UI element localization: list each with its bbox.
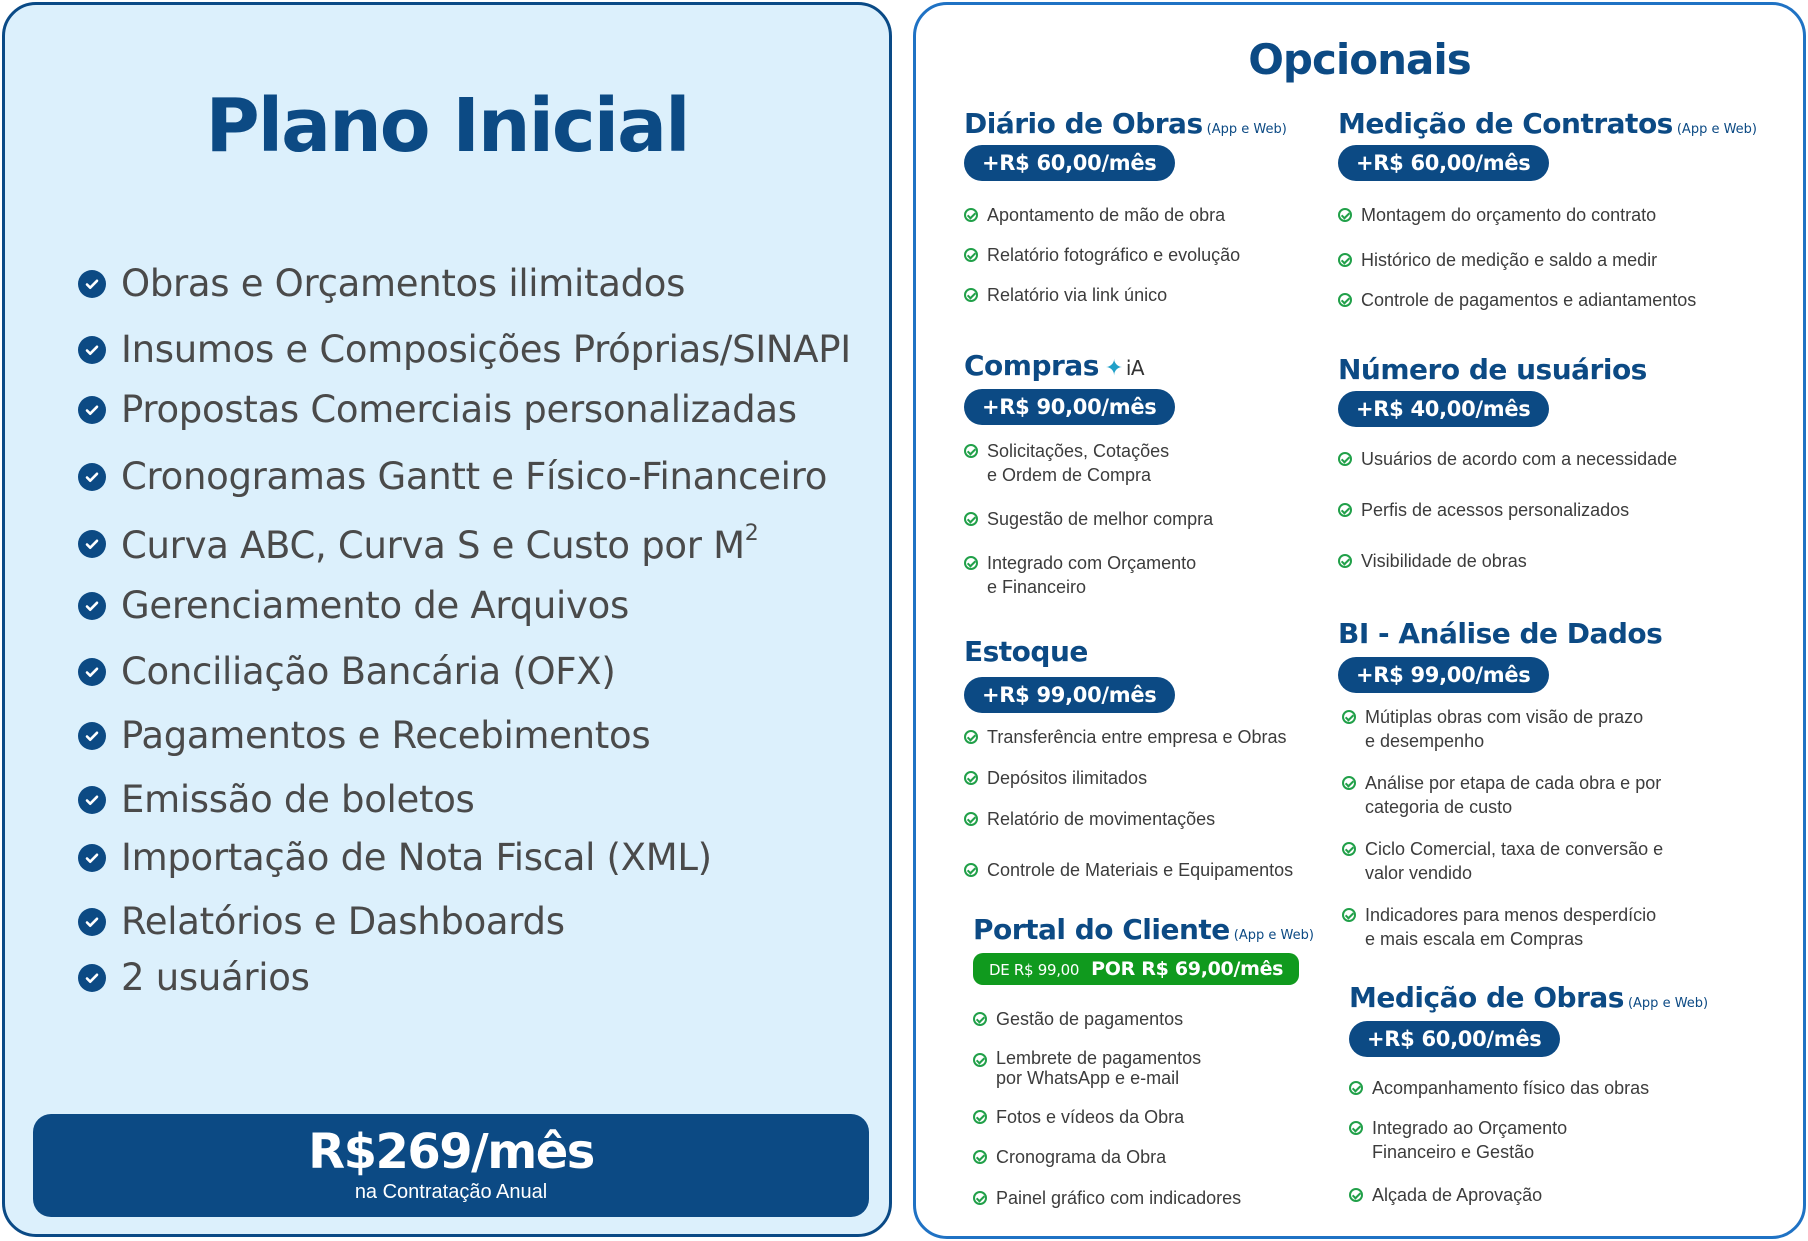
check-circle-icon xyxy=(964,556,978,570)
sparkle-icon: ✦ xyxy=(1104,356,1123,381)
plan-card xyxy=(2,2,892,1237)
item-text: Indicadores para menos desperdício e mais escala em Compras xyxy=(1365,905,1657,949)
feature-label: Importação de Nota Fiscal (XML) xyxy=(121,836,712,879)
section-title: BI - Análise de Dados xyxy=(1338,617,1663,650)
feature-label-text: Curva ABC, Curva S e Custo por M xyxy=(121,524,745,567)
item-text: Transferência entre empresa e Obras xyxy=(987,727,1287,747)
list-item xyxy=(964,551,1196,599)
new-price: POR R$ 69,00/mês xyxy=(1091,958,1284,980)
check-circle-icon xyxy=(964,208,978,222)
check-icon xyxy=(78,908,106,936)
superscript: 2 xyxy=(744,521,759,546)
price-pill: +R$ 99,00/mês xyxy=(1338,657,1549,693)
check-circle-icon xyxy=(1338,503,1352,517)
section-medicao-obras xyxy=(1349,981,1769,1221)
check-circle-icon xyxy=(1338,208,1352,222)
item-text: Histórico de medição e saldo a medir xyxy=(1361,250,1658,270)
check-circle-icon xyxy=(1338,554,1352,568)
old-price: DE R$ 99,00 xyxy=(989,961,1080,979)
feature-item xyxy=(78,388,797,431)
section-title: Estoque xyxy=(964,635,1088,668)
check-circle-icon xyxy=(964,863,978,877)
check-icon xyxy=(78,530,106,558)
feature-label: Pagamentos e Recebimentos xyxy=(121,714,651,757)
list-item xyxy=(1342,903,1656,951)
item-text: Fotos e vídeos da Obra xyxy=(996,1107,1185,1127)
section-title-text: Medição de Contratos xyxy=(1338,107,1673,140)
check-circle-icon xyxy=(1349,1121,1363,1135)
list-item xyxy=(964,243,1240,267)
feature-item xyxy=(78,584,629,627)
check-icon xyxy=(78,463,106,491)
feature-label: Relatórios e Dashboards xyxy=(121,900,565,943)
list-item xyxy=(964,283,1167,307)
check-icon xyxy=(78,844,106,872)
feature-item xyxy=(78,714,650,757)
item-text: Visibilidade de obras xyxy=(1361,551,1527,571)
list-item xyxy=(1338,288,1696,312)
section-usuarios xyxy=(1338,353,1778,583)
feature-item xyxy=(78,521,758,567)
check-circle-icon xyxy=(964,512,978,526)
check-circle-icon xyxy=(964,730,978,744)
section-title-text: Medição de Obras xyxy=(1349,981,1624,1014)
list-item xyxy=(1338,549,1527,573)
list-item xyxy=(964,439,1169,487)
section-title xyxy=(1338,107,1757,140)
item-text: Gestão de pagamentos xyxy=(996,1009,1184,1029)
list-item xyxy=(1338,248,1657,272)
section-estoque xyxy=(964,635,1344,885)
price-pill: +R$ 90,00/mês xyxy=(964,389,1175,425)
item-text: Acompanhamento físico das obras xyxy=(1372,1078,1650,1098)
check-circle-icon xyxy=(964,812,978,826)
item-text: Lembrete de pagamentos por WhatsApp e e-mail xyxy=(996,1048,1202,1088)
plan-title: Plano Inicial xyxy=(205,83,689,169)
feature-item xyxy=(78,900,565,943)
optionals-title: Opcionais xyxy=(1248,35,1471,84)
list-item xyxy=(973,1007,1183,1031)
check-circle-icon xyxy=(1338,452,1352,466)
list-item xyxy=(1338,447,1677,471)
check-icon xyxy=(78,658,106,686)
check-icon xyxy=(78,592,106,620)
price-pill: +R$ 60,00/mês xyxy=(1338,145,1549,181)
price-pill: +R$ 60,00/mês xyxy=(964,145,1175,181)
item-text: Controle de pagamentos e adiantamentos xyxy=(1361,290,1697,310)
item-text: Painel gráfico com indicadores xyxy=(996,1188,1242,1208)
check-icon xyxy=(78,270,106,298)
section-title xyxy=(973,913,1314,946)
section-compras xyxy=(964,349,1324,609)
list-item xyxy=(1349,1183,1542,1207)
list-item xyxy=(964,507,1213,531)
check-circle-icon xyxy=(964,248,978,262)
section-diario-obras xyxy=(964,107,1324,307)
list-item xyxy=(964,766,1147,790)
section-tag: (App e Web) xyxy=(1233,928,1314,943)
check-circle-icon xyxy=(1342,842,1356,856)
check-circle-icon xyxy=(1349,1081,1363,1095)
item-text: Depósitos ilimitados xyxy=(987,768,1148,788)
ia-label: iA xyxy=(1125,356,1145,380)
check-circle-icon xyxy=(1342,776,1356,790)
list-item xyxy=(1342,837,1663,885)
feature-label: Insumos e Composições Próprias/SINAPI xyxy=(121,328,851,371)
price-pill: +R$ 60,00/mês xyxy=(1349,1021,1560,1057)
feature-item xyxy=(78,956,310,999)
check-circle-icon xyxy=(964,444,978,458)
check-circle-icon xyxy=(1349,1188,1363,1202)
price-note: na Contratação Anual xyxy=(354,1181,548,1203)
check-circle-icon xyxy=(1342,710,1356,724)
list-item xyxy=(1342,705,1643,753)
section-tag: (App e Web) xyxy=(1206,122,1287,137)
check-circle-icon xyxy=(1338,293,1352,307)
section-title-text: Portal do Cliente xyxy=(973,913,1230,946)
check-icon xyxy=(78,786,106,814)
item-text: Solicitações, Cotações e Ordem de Compra xyxy=(987,441,1170,485)
section-tag: (App e Web) xyxy=(1676,122,1758,137)
feature-item xyxy=(78,328,851,371)
section-title xyxy=(964,349,1144,382)
list-item xyxy=(964,725,1286,749)
feature-label: Obras e Orçamentos ilimitados xyxy=(121,262,686,305)
feature-item xyxy=(78,836,712,879)
item-text: Integrado com Orçamento e Financeiro xyxy=(987,553,1197,597)
item-text: Integrado ao Orçamento Financeiro e Gestão xyxy=(1372,1118,1568,1162)
item-text: Relatório de movimentações xyxy=(987,809,1216,829)
list-item xyxy=(1349,1076,1649,1100)
item-text: Controle de Materiais e Equipamentos xyxy=(987,860,1294,880)
item-text: Alçada de Aprovação xyxy=(1372,1185,1543,1205)
check-circle-icon xyxy=(973,1053,987,1067)
list-item xyxy=(973,1186,1241,1210)
feature-label: Gerenciamento de Arquivos xyxy=(121,584,629,627)
section-title xyxy=(964,107,1287,140)
check-icon xyxy=(78,964,106,992)
check-icon xyxy=(78,336,106,364)
item-text: Relatório via link único xyxy=(987,285,1168,305)
item-text: Montagem do orçamento do contrato xyxy=(1361,205,1657,225)
check-circle-icon xyxy=(973,1110,987,1124)
list-item xyxy=(973,1145,1166,1169)
promo-price-pill xyxy=(973,953,1299,985)
plan-price: R$269/mês xyxy=(308,1124,594,1180)
feature-label: Propostas Comerciais personalizadas xyxy=(121,388,797,431)
feature-item xyxy=(78,650,615,693)
check-circle-icon xyxy=(973,1150,987,1164)
section-title-text: Diário de Obras xyxy=(964,107,1203,140)
price-pill: +R$ 99,00/mês xyxy=(964,677,1175,713)
item-text: Análise por etapa de cada obra e por categoria de custo xyxy=(1365,773,1662,817)
list-item xyxy=(973,1105,1184,1129)
list-item xyxy=(973,1048,1201,1088)
list-item xyxy=(964,858,1293,882)
item-text: Sugestão de melhor compra xyxy=(987,509,1214,529)
section-bi xyxy=(1338,617,1778,957)
section-portal-cliente xyxy=(973,913,1353,1223)
section-tag: (App e Web) xyxy=(1627,996,1709,1011)
list-item xyxy=(964,807,1215,831)
section-title-text: Compras xyxy=(964,349,1099,382)
item-text: Usuários de acordo com a necessidade xyxy=(1361,449,1678,469)
list-item xyxy=(964,203,1225,227)
item-text: Perfis de acessos personalizados xyxy=(1361,500,1630,520)
list-item xyxy=(1338,203,1656,227)
item-text: Mútiplas obras com visão de prazo e desempenho xyxy=(1365,707,1644,751)
item-text: Ciclo Comercial, taxa de conversão e valor vendido xyxy=(1365,839,1664,883)
check-circle-icon xyxy=(1338,253,1352,267)
section-medicao-contratos xyxy=(1338,107,1778,310)
item-text: Relatório fotográfico e evolução xyxy=(987,245,1241,265)
price-pill: +R$ 40,00/mês xyxy=(1338,391,1549,427)
feature-item xyxy=(78,262,685,305)
list-item xyxy=(1338,498,1629,522)
check-circle-icon xyxy=(964,771,978,785)
feature-label: Emissão de boletos xyxy=(121,778,475,821)
check-circle-icon xyxy=(973,1012,987,1026)
feature-item xyxy=(78,778,475,821)
optionals-card xyxy=(913,2,1806,1239)
check-icon xyxy=(78,396,106,424)
list-item xyxy=(1349,1116,1567,1164)
check-circle-icon xyxy=(964,288,978,302)
item-text: Cronograma da Obra xyxy=(996,1147,1167,1167)
price-banner xyxy=(33,1114,869,1217)
feature-label xyxy=(121,521,758,567)
list-item xyxy=(1342,771,1661,819)
feature-label: Cronogramas Gantt e Físico-Financeiro xyxy=(121,455,828,498)
section-title xyxy=(1349,981,1708,1014)
section-title: Número de usuários xyxy=(1338,353,1647,386)
check-icon xyxy=(78,722,106,750)
feature-label: 2 usuários xyxy=(121,956,310,999)
item-text: Apontamento de mão de obra xyxy=(987,205,1226,225)
feature-label: Conciliação Bancária (OFX) xyxy=(121,650,616,693)
check-circle-icon xyxy=(973,1191,987,1205)
feature-item xyxy=(78,455,827,498)
